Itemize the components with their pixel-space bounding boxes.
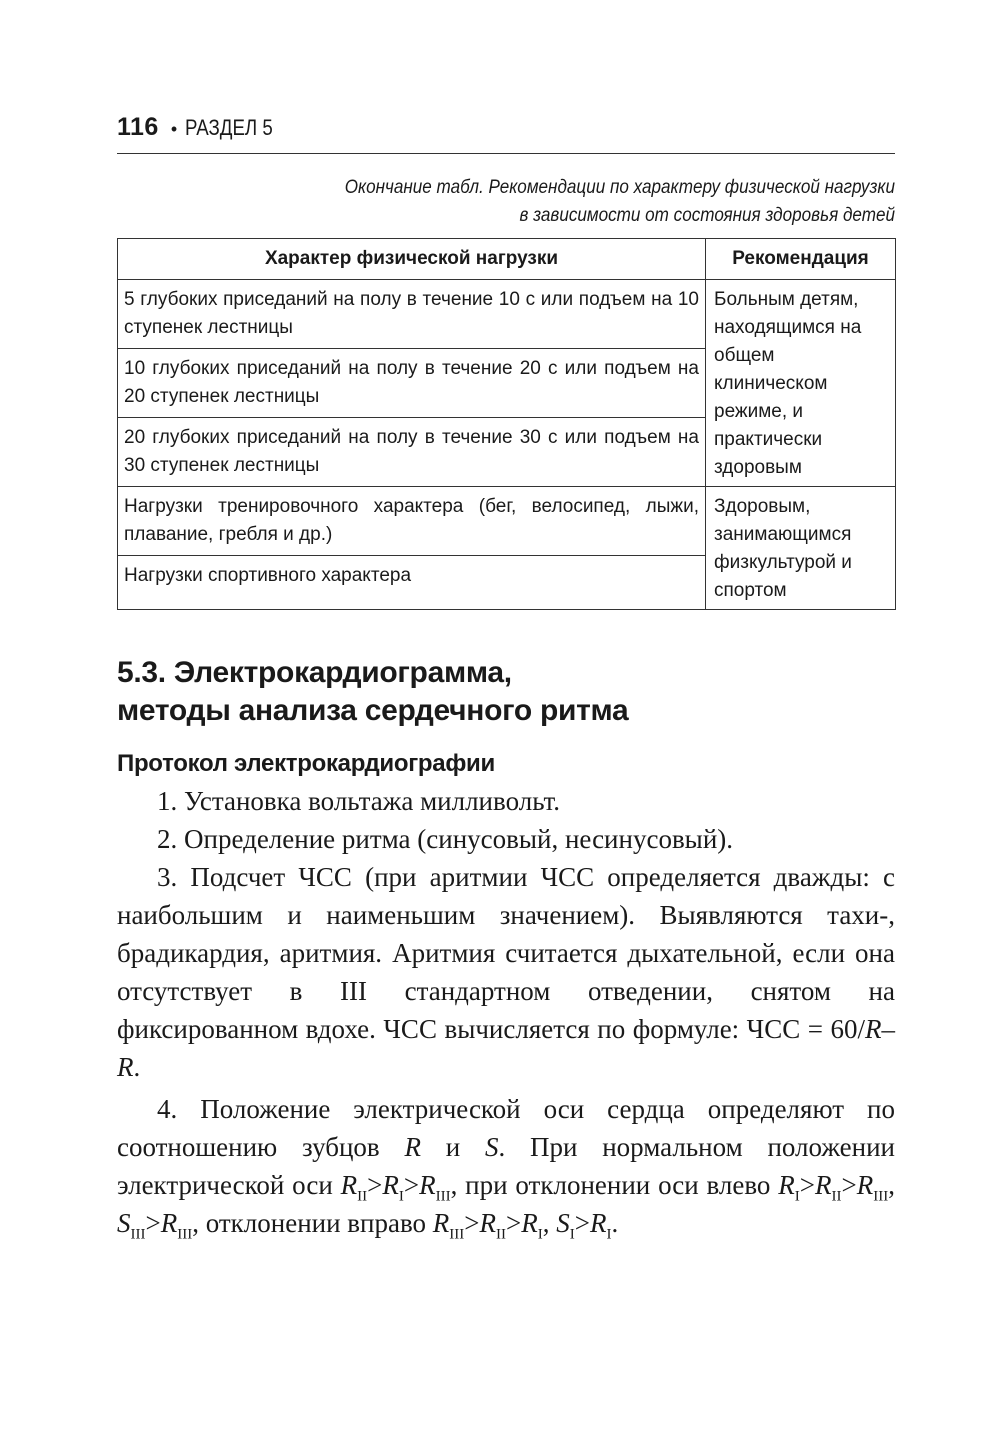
body-text — [117, 782, 895, 1242]
formula-dash: – — [881, 1014, 895, 1044]
header-rule — [117, 153, 895, 154]
col-header-load: Характер физической нагрузки — [118, 239, 706, 280]
table-cell-load: Нагрузки тренировочного характера (бег, велосипед, лыжи, плавание, гребля и др.) — [118, 487, 706, 556]
formula-r: R — [117, 1052, 134, 1082]
col-header-recommendation: Рекомендация — [706, 239, 896, 280]
section-title-line-1: 5.3. Электрокардиограмма, — [117, 656, 512, 689]
table-cell-load: 10 глубоких приседаний на полу в течение 20 с или подъем на 20 ступенек лестницы — [118, 349, 706, 418]
paragraph-4-right: , отклонении вправо — [192, 1208, 433, 1238]
table-cell-load: 5 глубоких приседаний на полу в течение 10 с или подъем на 10 ступенек лестницы — [118, 280, 706, 349]
paragraph-4-end: . — [611, 1208, 619, 1238]
wave-s: S — [484, 1132, 499, 1162]
table-cell-load: 20 глубоких приседаний на полу в течение 30 с или подъем на 30 ступенек лестницы — [118, 418, 706, 487]
wave-r: R — [404, 1132, 421, 1162]
header-bullet: • — [170, 119, 178, 139]
paragraph-3 — [117, 858, 895, 1086]
table-header-row — [118, 239, 896, 280]
paragraph-2: 2. Определение ритма (синусовый, несинусовый). — [157, 824, 734, 854]
paragraph-4 — [117, 1090, 895, 1242]
table-cell-load: Нагрузки спортивного характера — [118, 555, 706, 609]
running-header — [117, 113, 895, 149]
table-caption — [195, 174, 895, 230]
table-row — [118, 280, 896, 349]
formula-normal-axis: $R_{II}>R_I>R_{III}$ — [340, 1170, 451, 1205]
book-page — [117, 113, 895, 1242]
paragraph-4-normal: . При нормальном положении электрической оси — [117, 1132, 895, 1200]
formula-left-axis: $R_I>R_{II}>R_{III}$, $S_{III}>R_{III}$ — [117, 1170, 895, 1243]
recommendation-table — [117, 238, 896, 610]
section-title-line-2: методы анализа сердечного ритма — [117, 694, 629, 727]
caption-line-2: в зависимости от состояния здоровья детей — [519, 205, 895, 226]
page-number: 116 — [117, 113, 159, 141]
table-cell-recommendation: Больным детям, находящимся на общем клиническом режиме, и практически здоровым — [706, 280, 896, 487]
table-row — [118, 487, 896, 556]
table-cell-recommendation: Здоровым, занимающимся физкультурой и спортом — [706, 487, 896, 610]
caption-line-1: Окончание табл. Рекомендации по характеру физической нагрузки — [344, 177, 895, 198]
paragraph-4-and: и — [420, 1132, 485, 1162]
section-heading — [117, 654, 895, 730]
formula-end: . — [133, 1052, 141, 1082]
section-label: РАЗДЕЛ 5 — [185, 115, 273, 140]
subsection-heading: Протокол электрокардиографии — [117, 750, 495, 777]
formula-right-axis: $R_{III}>R_{II}>R_I$, $S_I>R_I$ — [432, 1208, 612, 1243]
formula-r: R — [865, 1014, 882, 1044]
paragraph-1: 1. Установка вольтажа милливольт. — [157, 786, 560, 816]
paragraph-4-left: , при отклонении оси влево — [450, 1170, 779, 1200]
paragraph-4-text: 4. Положение электрической оси сердца определяют по соотношению зубцов — [117, 1094, 895, 1162]
paragraph-3-text: 3. Подсчет ЧСС (при аритмии ЧСС определяется дважды: с наибольшим и наименьшим значением). Выявляются тахи-, брадикардия, аритмия. Аритмия считается дыхательной, если она отсутствует в III стандартном отведении, снятом на фиксированном вдохе. ЧСС вычисляется по формуле: ЧСС = 60/ — [117, 862, 895, 1044]
